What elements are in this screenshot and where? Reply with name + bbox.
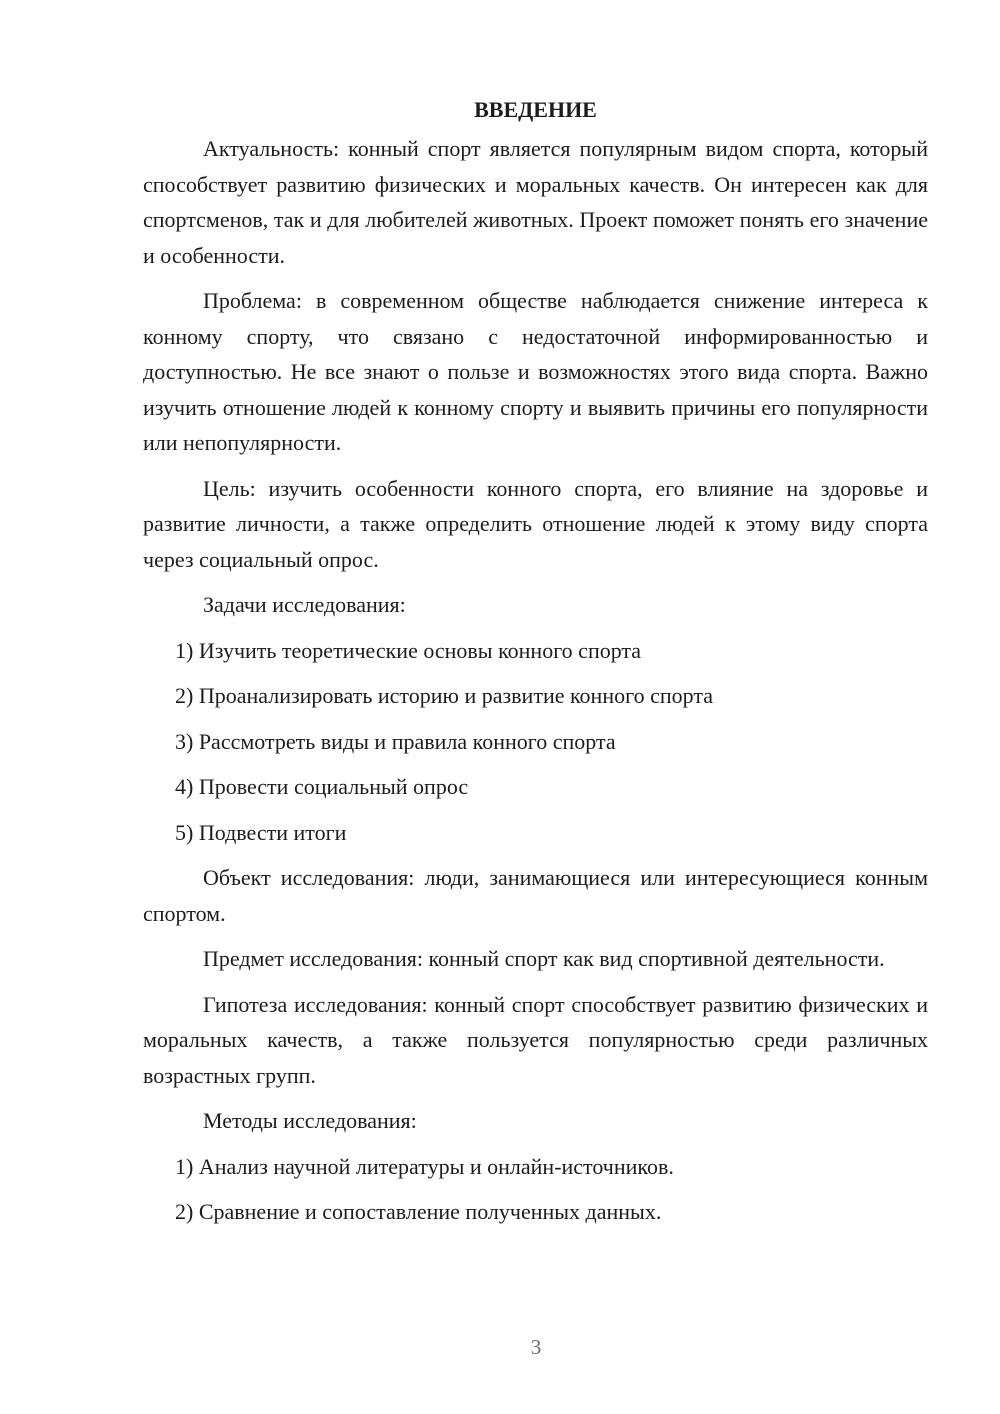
list-item: 1) Анализ научной литературы и онлайн-источников. [175,1153,674,1179]
subject-paragraph: Предмет исследования: конный спорт как вид спортивной деятельности. [203,946,885,971]
page-number: 3 [530,1335,542,1359]
hypothesis-paragraph: Гипотеза исследования: конный спорт способствует развитию физических и моральных качеств, а также пользуется популярностью среди различных возрастных групп. [143,991,928,1088]
methods-list [143,1149,928,1230]
section-title: ВВЕДЕНИЕ [474,97,597,122]
list-item: 1) Изучить теоретические основы конного спорта [175,637,642,663]
relevance-paragraph: Актуальность: конный спорт является популярным видом спорта, который способствует развитию физических и моральных качеств. Он интересен как для спортсменов, так и для любителей животных. Проект поможет понять его значение и особенности. [143,136,928,268]
list-item: 2) Сравнение и сопоставление полученных данных. [175,1199,662,1224]
page-content [143,94,928,1240]
list-item: 2) Проанализировать историю и развитие конного спорта [175,683,713,708]
goal-paragraph: Цель: изучить особенности конного спорта, его влияние на здоровье и развитие личности, а также определить отношение людей к этому виду спорта через социальный опрос. [143,475,928,572]
object-paragraph: Объект исследования: люди, занимающиеся или интересующиеся конным спортом. [143,865,928,926]
problem-paragraph: Проблема: в современном обществе наблюдается снижение интереса к конному спорту, что связано с недостаточной информированностью и доступностью. Не все знают о пользе и возможностях этого вида спорта. Важно изучить отношение людей к конному спорту и выявить причины его популярности или непопулярности. [143,288,928,455]
methods-label: Методы исследования: [203,1108,417,1133]
list-item: 5) Подвести итоги [175,819,347,845]
tasks-list [143,633,928,851]
list-item: 3) Рассмотреть виды и правила конного спорта [175,728,616,754]
list-item: 4) Провести социальный опрос [175,774,469,799]
tasks-label: Задачи исследования: [203,592,406,617]
